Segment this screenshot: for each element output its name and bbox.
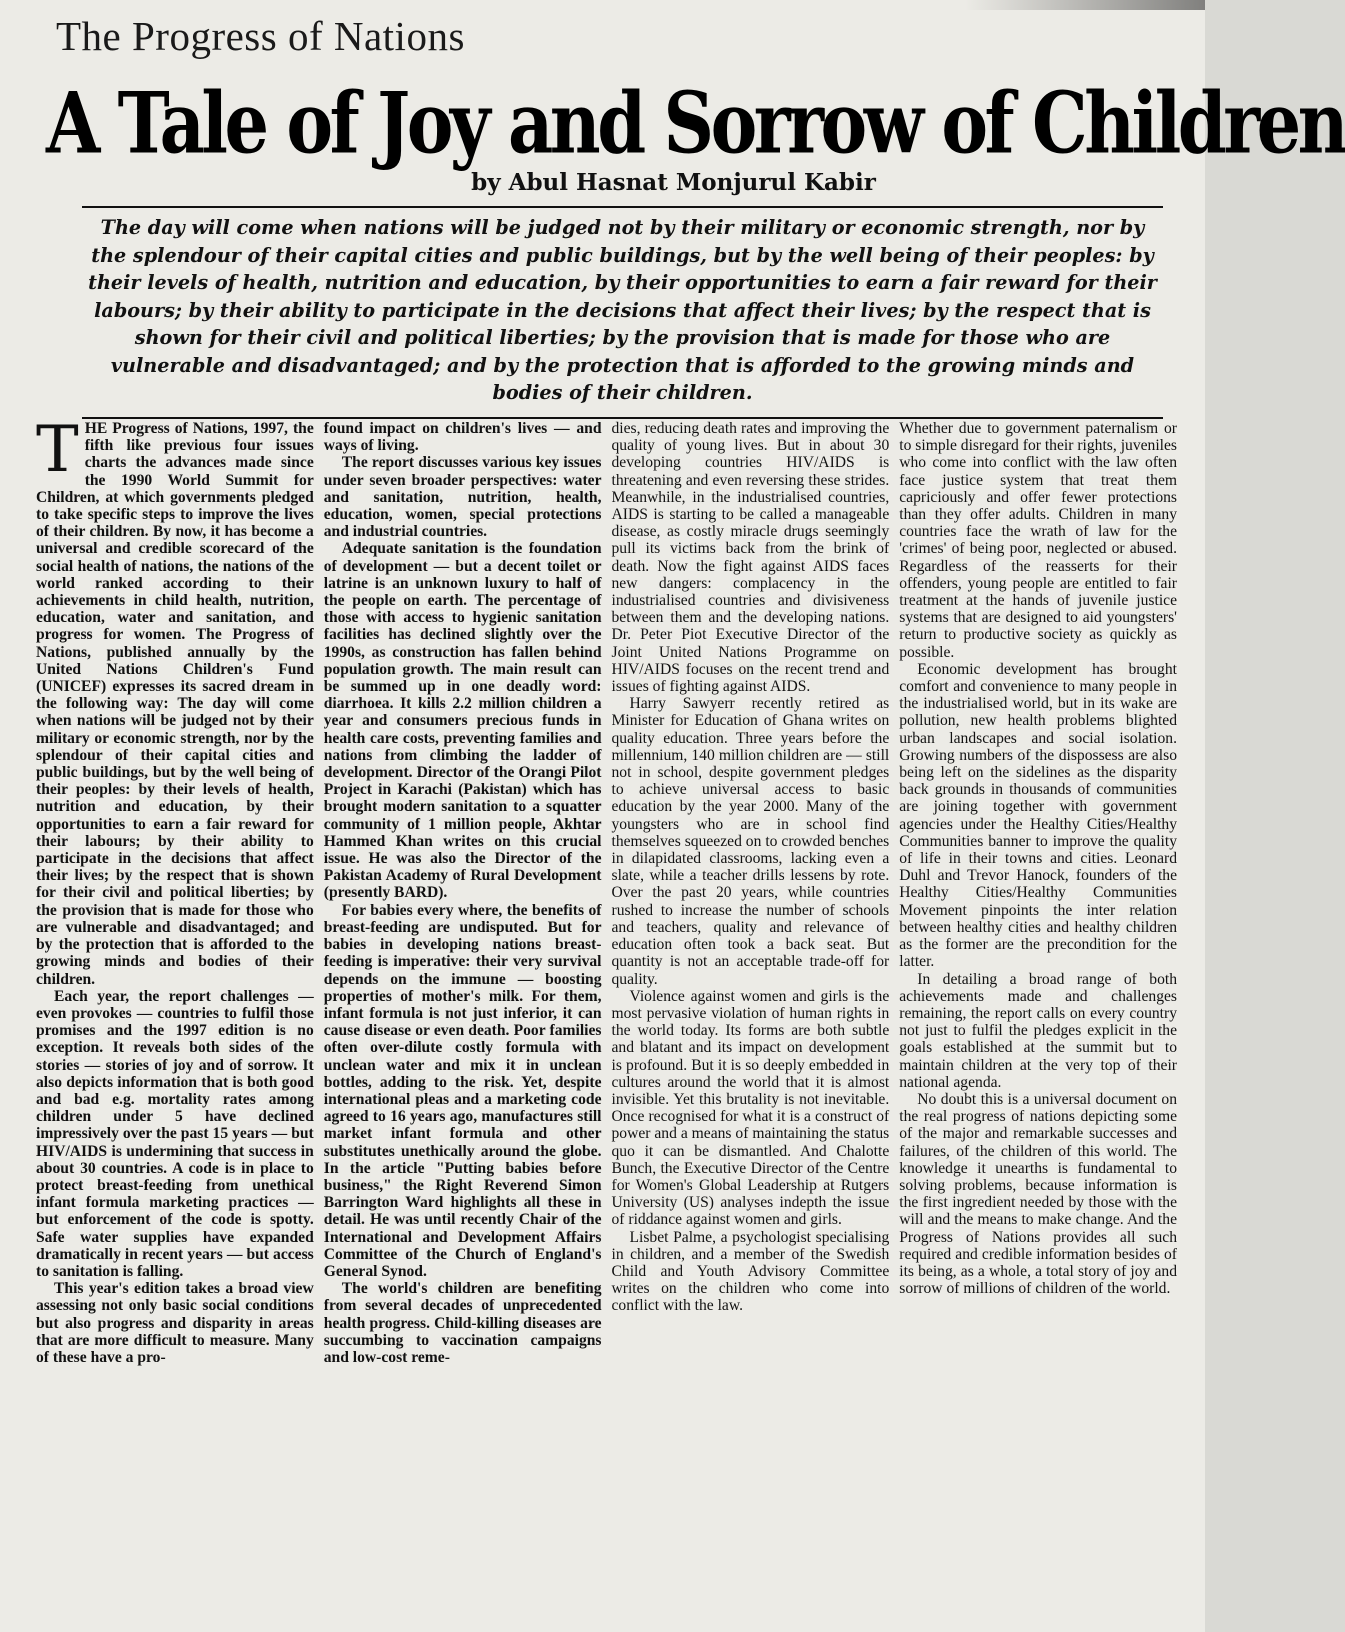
- paragraph: Lisbet Palme, a psychologist specialising in children, and a member of the Swedish Child and Youth Advisory Committee writes on the children who come into conflict with the law.: [611, 1228, 890, 1315]
- paragraph: Violence against women and girls is the most pervasive violation of human rights in the world today. Its forms are both subtle and blatant and its impact on development is profound. But it is so deeply embedded in cultures around the world that it is almost invisible. Yet this brutality is not inevitable. Once recognised for what it is a construct of power and a means of maintaining the status quo it can be dismantled. And Chalotte Bunch, the Executive Director of the Centre for Women's Global Leadership at Rutgers University (US) analyses indepth the issue of riddance against women and girls.: [611, 987, 890, 1229]
- paragraph: Economic development has brought comfort and convenience to many people in the industrialised world, but in its wake are pollution, new health problems blighted urban landscapes and social isolation. Growing numbers of the dispossess are also being left on the sidelines as the disparity back grounds in thousands of communities are joining together with government agencies under the Healthy Cities/Healthy Communities banner to improve the quality of life in their towns and cities. Leonard Duhl and Trevor Hanock, founders of the Healthy Cities/Healthy Communities Movement pinpoints the inter relation between healthy cities and healthy children as the former are the precondition for the latter.: [899, 660, 1177, 971]
- paragraph: The world's children are benefiting from several decades of unprecedented health progress. Child-killing diseases are succumbing to vaccination campaigns and low-cost reme-: [323, 1280, 602, 1366]
- paragraph-text: HE Progress of Nations, 1997, the fifth like previous four issues charts the advances made since the 1990 World Summit for Children, at which governments pledged to take specific steps to improve the lives of their children. By now, it has become a universal and credible scorecard of the social health of nations, the nations of the world ranked according to their achievements in child health, nutrition, education, water and sanitation, and progress for women. The Progress of Nations, published annually by the United Nations Children's Fund (UNICEF) expresses its sacred dream in the following way: The day will come when nations will be judged not by their military or economic strength, nor by the splendour of their capital cities and public buildings, but by the well being of their peoples: by their levels of health, nutrition and education, by their opportunities to earn a fair reward for their labours; by their ability to participate in the decisions that affect their lives; by the respect that is shown for their civil and political liberties; by the provision that is made for those who are vulnerable and disadvantaged; and by the protection that is afforded to the growing minds and bodies of their children.: [36, 420, 314, 988]
- paragraph: Adequate sanitation is the foundation of development — but a decent toilet or latrine is an unknown luxury to half of the people on earth. The percentage of those with access to hygienic sanitation facilities has declined slightly over the 1990s, as construction has fallen behind population growth. The main result can be summed up in one deadly word: diarrhoea. It kills 2.2 million children a year and consumers precious funds in health care costs, preventing families and nations from climbing the ladder of development. Director of the Orangi Pilot Project in Karachi (Pakistan) which has brought modern sanitation to a squatter community of 1 million people, Akhtar Hammed Khan writes on this crucial issue. He was also the Director of the Pakistan Academy of Rural Development (presently BARD).: [323, 540, 602, 902]
- column-4: [899, 420, 1177, 1632]
- paragraph: [36, 413, 314, 988]
- series-title: The Progress of Nations: [56, 13, 465, 59]
- column-3: [612, 420, 890, 1632]
- byline: by Abul Hasnat Monjurul Kabir: [471, 169, 876, 196]
- article-body: [36, 413, 1177, 1632]
- paragraph: Harry Sawyerr recently retired as Minister for Education of Ghana writes on quality education. Three years before the millennium, 140 million children are — still not in school, despite government pledges to achieve universal access to basic education by the year 2000. Many of the youngsters who are in school find themselves squeezed on to crowded benches in dilapidated classrooms, lacking even a slate, while a teacher drills lessens by rote. Over the past 20 years, while countries rushed to increase the number of schools and teachers, quality and relevance of education often took a back seat. But quantity is not an acceptable trade-off for quality.: [611, 695, 890, 988]
- paragraph: No doubt this is a universal document on the real progress of nations depicting some of the major and remarkable successes and failures, of the children of this world. The knowledge it unearths is fundamental to solving problems, because information is the first ingredient needed by those with the will and the means to make change. And the Progress of Nations provides all such required and credible information besides of its being, as a whole, a total story of joy and sorrow of millions of children of the world.: [899, 1090, 1177, 1298]
- standfirst-quote: The day will come when nations will be judged not by their military or economic strength, nor by the splendour of their capital cities and public buildings, but by the well being of their peoples: by their levels of health, nutrition and education, by their opportunities to earn a fair reward for their labours; by their ability to participate in the decisions that affect their lives; by the respect that is shown for their civil and political liberties; by the provision that is made for those who are vulnerable and disadvantaged; and by the protection that is afforded to the growing minds and bodies of their children.: [82, 206, 1163, 419]
- paragraph: For babies every where, the benefits of breast-feeding are undisputed. But for babies in developing nations breast-feeding is imperative: their very survival depends on the immune — boosting properties of mother's milk. For them, infant formula is not just inferior, it can cause disease or even death. Poor families often over-dilute costly formula with unclean water and mix it in unclean bottles, adding to the risk. Yet, despite international pleas and a marketing code agreed to 16 years ago, manufactures still market infant formula and other substitutes unethically around the globe. In the article "Putting babies before business," the Right Reverend Simon Barrington Ward highlights all these in detail. He was until recently Chair of the International and Development Affairs Committee of the Church of England's General Synod.: [323, 901, 602, 1280]
- column-1: [36, 413, 314, 1632]
- paragraph: Each year, the report challenges — even provokes — countries to fulfil those promises and the 1997 edition is no exception. It reveals both sides of the stories — stories of joy and of sorrow. It also depicts information that is both good and bad e.g. mortality rates among children under 5 have declined impressively over the past 15 years — but HIV/AIDS is undermining that success in about 30 countries. A code is in place to protect breast-feeding from unethical infant formula marketing practices — but enforcement of the code is spotty. Safe water supplies have expanded dramatically in recent years — but access to sanitation is falling.: [36, 987, 314, 1280]
- drop-cap: T: [36, 413, 79, 487]
- paragraph: This year's edition takes a broad view assessing not only basic social conditions but also progress and disparity in areas that are more difficult to measure. Many of these have a pro-: [36, 1280, 314, 1366]
- paragraph: dies, reducing death rates and improving the quality of young lives. But in about 30 developing countries HIV/AIDS is threatening and even reversing these strides. Meanwhile, in the industrialised countries, AIDS is starting to be called a manageable disease, as costly miracle drugs seemingly pull its victims back from the brink of death. Now the fight against AIDS faces new dangers: complacency in the industrialised countries and divisiveness between them and the developing nations. Dr. Peter Piot Executive Director of the Joint United Nations Programme on HIV/AIDS focuses on the recent trend and issues of fighting against AIDS.: [611, 420, 890, 696]
- headline: A Tale of Joy and Sorrow of Children: [46, 73, 1345, 173]
- scan-edge-shadow: [965, 0, 1205, 10]
- column-2: [324, 420, 602, 1632]
- paragraph: The report discusses various key issues under seven broader perspectives: water and sanitation, nutrition, health, education, women, special protections and industrial countries.: [323, 454, 602, 541]
- paragraph: Whether due to government paternalism or to simple disregard for their rights, juveniles who come into conflict with the law often face justice system that treat them capriciously and offer fewer protections than they offer adults. Children in many countries face the wrath of law for the 'crimes' of being poor, neglected or abused. Regardless of the reasserts for their offenders, young people are entitled to fair treatment at the hands of juvenile justice systems that are designed to aid youngsters' return to productive society as quickly as possible.: [899, 420, 1177, 661]
- paragraph: In detailing a broad range of both achievements made and challenges remaining, the report calls on every country not just to fulfil the pledges explicit in the goals established at the summit but to maintain children at the very top of their national agenda.: [899, 970, 1177, 1091]
- paragraph: found impact on children's lives — and ways of living.: [323, 420, 602, 455]
